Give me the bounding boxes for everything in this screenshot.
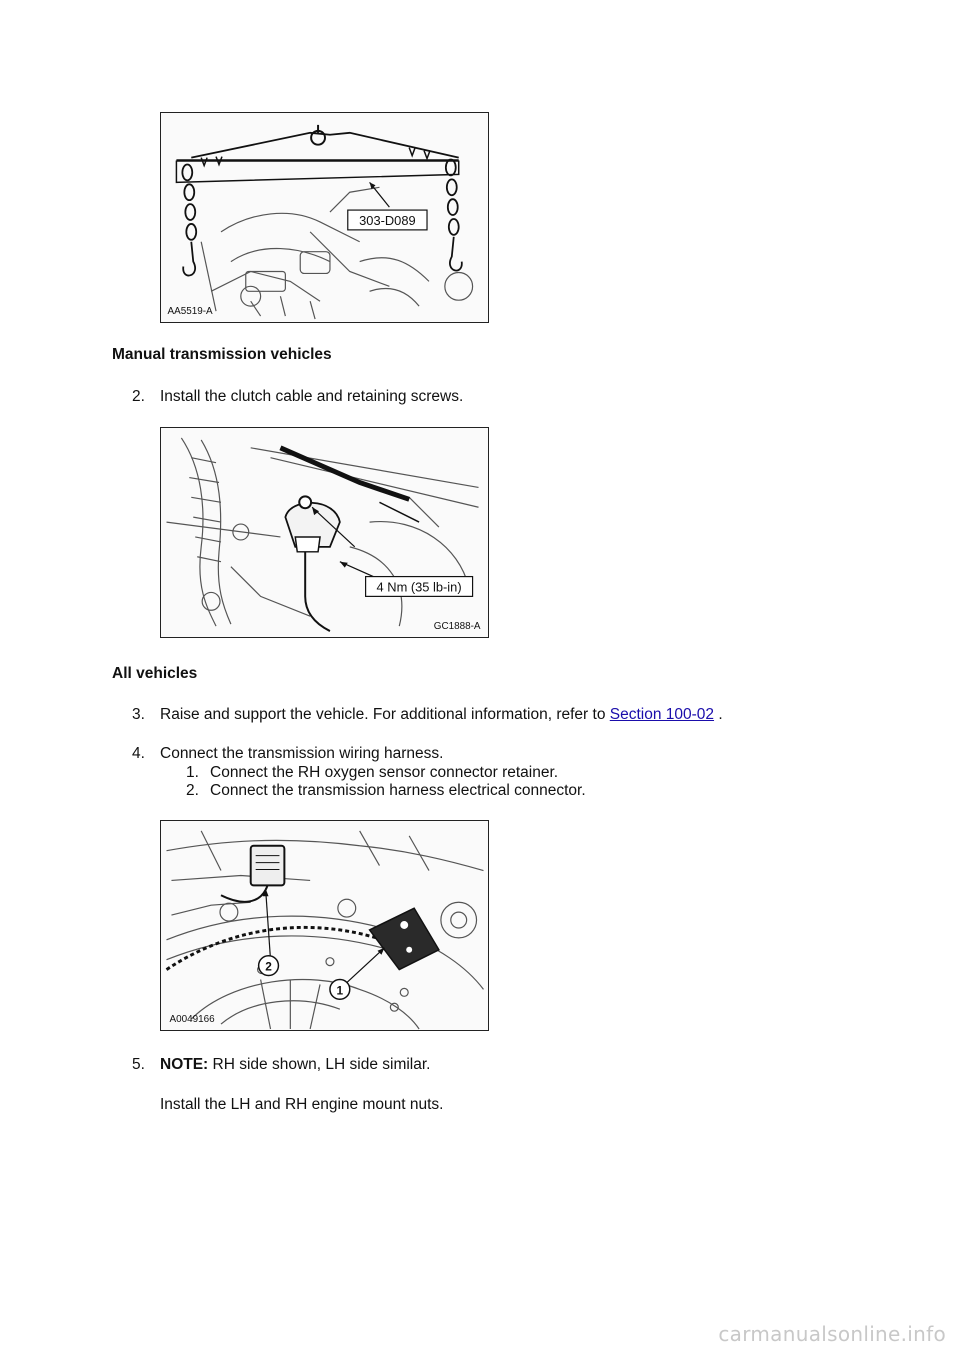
section-heading-manual: Manual transmission vehicles: [112, 346, 332, 363]
figure-code: A0049166: [169, 1014, 215, 1026]
note-label: NOTE:: [160, 1056, 209, 1073]
figure-lifting-bracket: [160, 112, 489, 323]
figure-wiring-harness: [160, 820, 489, 1031]
substep-text: Connect the transmission harness electrical connector.: [210, 782, 586, 799]
step-text: [160, 706, 723, 724]
lifting-bracket-illustration: [161, 113, 488, 322]
step-text-body: Raise and support the vehicle. For additional information, refer to: [160, 706, 606, 723]
figure-code: GC1888-A: [433, 621, 481, 633]
step-number: 2.: [132, 388, 145, 405]
substep-text: Connect the RH oxygen sensor connector retainer.: [210, 764, 559, 781]
step-text: Connect the transmission wiring harness.: [160, 745, 444, 762]
figure-clutch-cable: [160, 427, 489, 638]
step-text: Install the LH and RH engine mount nuts.: [160, 1096, 444, 1113]
callout-1: 1: [336, 983, 344, 998]
step-text-period: .: [718, 706, 723, 723]
wiring-harness-illustration: [161, 821, 488, 1030]
watermark: carmanualsonline.info: [718, 1322, 946, 1346]
step-number: 4.: [132, 745, 145, 762]
step-number: 3.: [132, 706, 145, 723]
substep-number: 2.: [186, 782, 199, 799]
step-number: 5.: [132, 1056, 145, 1073]
callout-303-d089: 303-D089: [359, 212, 416, 228]
note-text: RH side shown, LH side similar.: [212, 1056, 431, 1073]
clutch-cable-illustration: [161, 428, 488, 637]
callout-torque: 4 Nm (35 lb-in): [376, 579, 462, 595]
note-line: [160, 1056, 430, 1074]
section-heading-all: All vehicles: [112, 665, 198, 682]
step-text: Install the clutch cable and retaining screws.: [160, 388, 464, 405]
section-link[interactable]: Section 100-02: [609, 706, 715, 723]
substep-number: 1.: [186, 764, 199, 781]
figure-code: AA5519-A: [167, 306, 213, 318]
callout-2: 2: [265, 959, 272, 974]
